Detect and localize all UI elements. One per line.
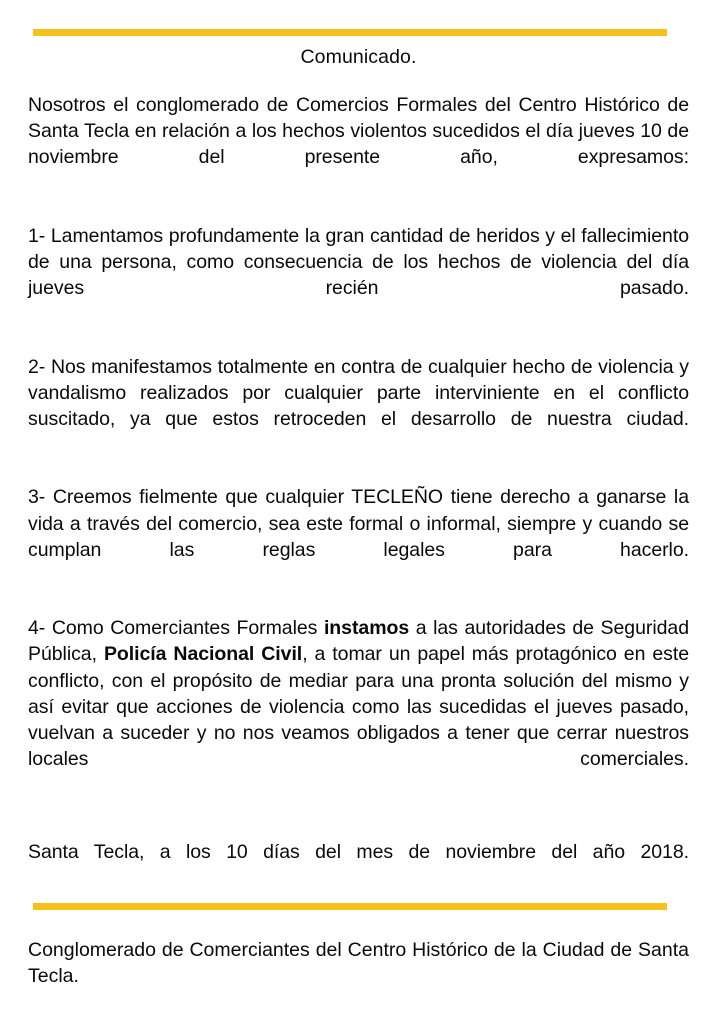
point-2-number: 2- [28, 355, 46, 378]
point-3-paragraph [28, 484, 689, 589]
point-1-paragraph [28, 223, 689, 328]
place-and-date-line: Santa Tecla, a los 10 días del mes de noviembre del año 2018. [28, 840, 689, 863]
page-title: Comunicado. [300, 46, 417, 68]
bottom-accent-rule [33, 903, 667, 910]
point-2-text: Nos manifestamos totalmente en contra de cualquier hecho de violencia y vandalismo realizados por cualquier parte interviniente en el conflicto suscitado, ya que estos retroceden el desarrollo de nuestra ciudad. [28, 355, 689, 431]
point-1-number: 1- [28, 224, 46, 247]
point-2-paragraph [28, 354, 689, 459]
point-3-number: 3- [28, 486, 46, 509]
point-4-number: 4- [28, 617, 46, 640]
point-4-emphasis-policia-nacional-civil: Policía Nacional Civil [103, 643, 303, 666]
top-accent-rule [33, 29, 667, 36]
point-1-text: Lamentamos profundamente la gran cantidad de heridos y el fallecimiento de una persona, como consecuencia de los hechos de violencia del día jueves recién pasado. [28, 224, 689, 300]
point-4-segment-1: Como Comerciantes Formales [51, 617, 324, 640]
signature-block: Conglomerado de Comerciantes del Centro Histórico de la Ciudad de Santa Tecla. [28, 939, 689, 988]
point-4-emphasis-instamos: instamos [323, 617, 410, 640]
point-4-segment-2: a las autoridades de Seguridad Pública, [28, 617, 690, 666]
point-4-paragraph [28, 615, 689, 798]
point-3-text: Creemos fielmente que cualquier TECLEÑO tiene derecho a ganarse la vida a través del comercio, sea este formal o informal, siempre y cuando se cumplan las reglas legales para hacerlo. [28, 486, 689, 561]
intro-paragraph: Nosotros el conglomerado de Comercios Formales del Centro Histórico de Santa Tecla en relación a los hechos violentos sucedidos el día jueves 10 de noviembre del presente año, expresamos: [28, 94, 689, 169]
document-body [28, 44, 689, 1016]
point-4-segment-3: , a tomar un papel más protagónico en este conflicto, con el propósito de mediar para una pronta solución del mismo y así evitar que acciones de violencia como las sucedidas el jueves pasado, vuelvan a suceder y no nos veamos obligados a tener que cerrar nuestros locales comerciales. [28, 643, 689, 771]
